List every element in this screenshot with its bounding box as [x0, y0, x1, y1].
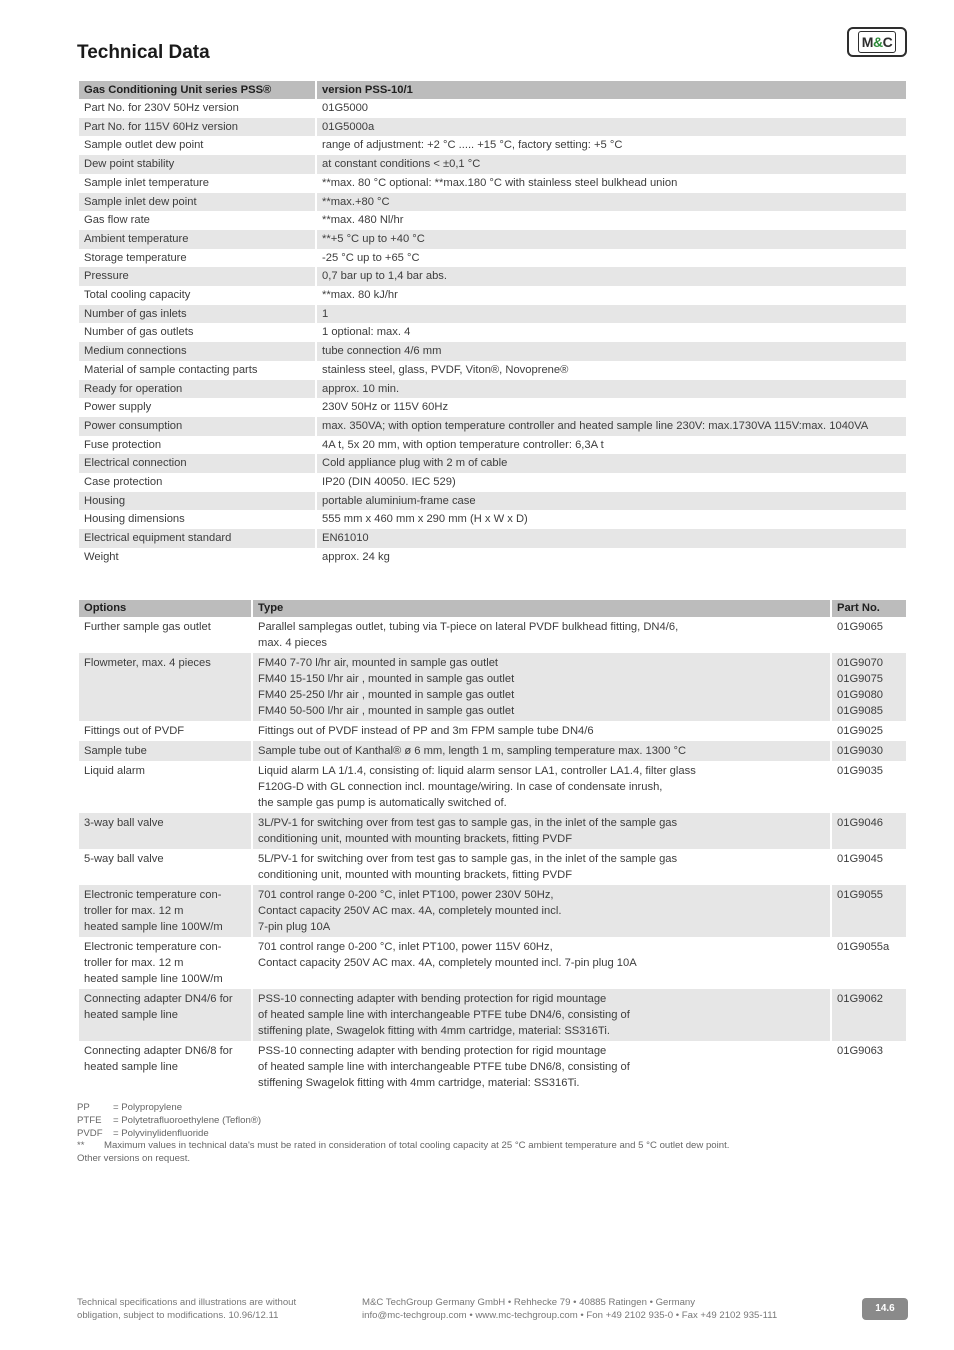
table-row [79, 155, 907, 174]
option-part-no: 01G9035 [831, 761, 907, 813]
logo-letter-c: C [882, 34, 893, 50]
option-name: 3-way ball valve [79, 813, 252, 849]
spec-label: Part No. for 230V 50Hz version [79, 99, 316, 118]
spec-label: Gas flow rate [79, 211, 316, 230]
other-versions-note: Other versions on request. [77, 1153, 191, 1165]
table-row [79, 118, 907, 137]
table-row [79, 342, 907, 361]
column-header: Part No. [831, 600, 907, 617]
option-part-no: 01G9055a [831, 937, 907, 989]
table-row [79, 230, 907, 249]
table-row [79, 211, 907, 230]
spec-value: approx. 24 kg [316, 548, 907, 567]
table-row [79, 398, 907, 417]
spec-label: Fuse protection [79, 436, 316, 455]
table-row [79, 937, 907, 989]
spec-label: Electrical equipment standard [79, 529, 316, 548]
footer-disclaimer [77, 1296, 296, 1322]
option-part-no: 01G9045 [831, 849, 907, 885]
footnote-mark: ** [77, 1140, 85, 1152]
table-row [79, 136, 907, 155]
spec-label: Sample inlet dew point [79, 193, 316, 212]
spec-label: Total cooling capacity [79, 286, 316, 305]
spec-value: -25 °C up to +65 °C [316, 249, 907, 268]
option-name: Flowmeter, max. 4 pieces [79, 653, 252, 721]
spec-label: Pressure [79, 267, 316, 286]
option-part-no: 01G9030 [831, 741, 907, 761]
table-row [79, 849, 907, 885]
abbreviation-line [77, 1115, 729, 1128]
spec-label: Number of gas outlets [79, 323, 316, 342]
spec-label: Storage temperature [79, 249, 316, 268]
company-logo [847, 27, 907, 57]
spec-label: Housing [79, 492, 316, 511]
table-row [79, 454, 907, 473]
spec-label: Electrical connection [79, 454, 316, 473]
option-type: Liquid alarm LA 1/1.4, consisting of: liquid alarm sensor LA1, controller LA1.4, filter glass F120G-D with GL connection incl. mountage/wiring. In case of condensate inrush, the sample gas pump is automatically switched of. [252, 761, 831, 813]
footer-contact-info: info@mc-techgroup.com • www.mc-techgroup.com • Fon +49 2102 935-0 • Fax +49 2102 935-111 [362, 1310, 778, 1321]
abbreviation: PTFE [77, 1114, 102, 1126]
spec-label: Housing dimensions [79, 510, 316, 529]
table-header-row [79, 81, 907, 99]
option-part-no: 01G9055 [831, 885, 907, 937]
option-type: 5L/PV-1 for switching over from test gas to sample gas, in the inlet of the sample gas conditioning unit, mounted with mounting brackets, fitting PVDF [252, 849, 831, 885]
table-row [79, 721, 907, 741]
abbreviation-meaning: = Polypropylene [113, 1102, 183, 1113]
option-name: 5-way ball valve [79, 849, 252, 885]
option-part-no: 01G9070 01G9075 01G9080 01G9085 [831, 653, 907, 721]
spec-value: **max. 480 Nl/hr [316, 211, 907, 230]
spec-value: max. 350VA; with option temperature controller and heated sample line 230V: max.1730VA 115V:max. 1040VA [316, 417, 907, 436]
spec-value: **+5 °C up to +40 °C [316, 230, 907, 249]
option-part-no: 01G9065 [831, 617, 907, 653]
option-name: Further sample gas outlet [79, 617, 252, 653]
table-row [79, 193, 907, 212]
spec-label: Number of gas inlets [79, 305, 316, 324]
option-part-no: 01G9062 [831, 989, 907, 1041]
spec-label: Ambient temperature [79, 230, 316, 249]
table-row [79, 492, 907, 511]
option-type: Parallel samplegas outlet, tubing via T-piece on lateral PVDF bulkhead fitting, DN4/6, max. 4 pieces [252, 617, 831, 653]
spec-value: tube connection 4/6 mm [316, 342, 907, 361]
table-row [79, 305, 907, 324]
spec-label: Power supply [79, 398, 316, 417]
table-row [79, 249, 907, 268]
option-part-no: 01G9063 [831, 1041, 907, 1093]
technical-data-table [79, 81, 908, 567]
option-name: Sample tube [79, 741, 252, 761]
logo-letter-m: M [861, 34, 873, 50]
spec-label: Sample outlet dew point [79, 136, 316, 155]
option-part-no: 01G9025 [831, 721, 907, 741]
abbreviation-line [77, 1102, 729, 1115]
abbreviation-line [77, 1128, 729, 1141]
option-type: 3L/PV-1 for switching over from test gas to sample gas, in the inlet of the sample gas conditioning unit, mounted with mounting brackets, fitting PVDF [252, 813, 831, 849]
table-row [79, 548, 907, 567]
table-row [79, 813, 907, 849]
option-name: Fittings out of PVDF [79, 721, 252, 741]
option-type: Fittings out of PVDF instead of PP and 3m FPM sample tube DN4/6 [252, 721, 831, 741]
spec-label: Power consumption [79, 417, 316, 436]
footnote-line [77, 1140, 729, 1153]
abbreviation: PP [77, 1102, 90, 1113]
table-row [79, 529, 907, 548]
footnote-text: Maximum values in technical data's must be rated in consideration of total cooling capacity at 25 °C ambient temperature and 5 °C outlet dew point. [104, 1140, 730, 1152]
spec-value: **max.+80 °C [316, 193, 907, 212]
spec-label: Dew point stability [79, 155, 316, 174]
spec-value: 555 mm x 460 mm x 290 mm (H x W x D) [316, 510, 907, 529]
spec-value: 01G5000 [316, 99, 907, 118]
table-row [79, 361, 907, 380]
column-header: Gas Conditioning Unit series PSS® [79, 81, 316, 99]
table-row [79, 885, 907, 937]
option-name: Connecting adapter DN6/8 for heated sample line [79, 1041, 252, 1093]
page-number-badge: 14.6 [862, 1298, 908, 1320]
spec-value: IP20 (DIN 40050. IEC 529) [316, 473, 907, 492]
table-row [79, 653, 907, 721]
option-type: 701 control range 0-200 °C, inlet PT100, power 115V 60Hz, Contact capacity 250V AC max. 4A, completely mounted incl. 7-pin plug 10A [252, 937, 831, 989]
option-part-no: 01G9046 [831, 813, 907, 849]
spec-value: **max. 80 °C optional: **max.180 °C with stainless steel bulkhead union [316, 174, 907, 193]
table-row [79, 436, 907, 455]
option-type: FM40 7-70 l/hr air, mounted in sample gas outlet FM40 15-150 l/hr air , mounted in sample gas outlet FM40 25-250 l/hr air , mounted in sample gas outlet FM40 50-500 l/hr air , mounted in sample gas outlet [252, 653, 831, 721]
spec-value: at constant conditions < ±0,1 °C [316, 155, 907, 174]
spec-label: Sample inlet temperature [79, 174, 316, 193]
abbreviation-meaning: = Polytetrafluoroethylene (Teflon®) [113, 1114, 262, 1126]
spec-label: Medium connections [79, 342, 316, 361]
column-header: Type [252, 600, 831, 617]
option-type: PSS-10 connecting adapter with bending protection for rigid mountage of heated sample line with interchangeable PTFE tube DN6/8, consisting of stiffening Swagelok fitting with 4mm cartridge, material: SS316Ti. [252, 1041, 831, 1093]
notes-section [77, 1102, 729, 1166]
table-header-row [79, 600, 907, 617]
spec-value: 4A t, 5x 20 mm, with option temperature controller: 6,3A t [316, 436, 907, 455]
column-header: version PSS-10/1 [316, 81, 907, 99]
table-row [79, 741, 907, 761]
spec-label: Case protection [79, 473, 316, 492]
footer-contact [362, 1296, 777, 1322]
table-row [79, 989, 907, 1041]
table-row [79, 267, 907, 286]
option-type: Sample tube out of Kanthal® ø 6 mm, length 1 m, sampling temperature max. 1300 °C [252, 741, 831, 761]
column-header: Options [79, 600, 252, 617]
table-row [79, 99, 907, 118]
option-name: Electronic temperature con- troller for max. 12 m heated sample line 100W/m [79, 885, 252, 937]
table-row [79, 380, 907, 399]
table-row [79, 761, 907, 813]
table-row [79, 1041, 907, 1093]
table-row [79, 323, 907, 342]
spec-value: 1 [316, 305, 907, 324]
option-type: PSS-10 connecting adapter with bending protection for rigid mountage of heated sample line with interchangeable PTFE tube DN4/6, consisting of stiffening plate, Swagelok fitting with 4mm cartridge, material: SS316Ti. [252, 989, 831, 1041]
footer-address: M&C TechGroup Germany GmbH • Rehhecke 79 • 40885 Ratingen • Germany [362, 1297, 696, 1308]
spec-label: Material of sample contacting parts [79, 361, 316, 380]
spec-value: Cold appliance plug with 2 m of cable [316, 454, 907, 473]
spec-value: 01G5000a [316, 118, 907, 137]
table-row [79, 417, 907, 436]
spec-value: 230V 50Hz or 115V 60Hz [316, 398, 907, 417]
spec-value: 1 optional: max. 4 [316, 323, 907, 342]
options-table [79, 600, 908, 1093]
page-title: Technical Data [77, 42, 210, 63]
option-name: Electronic temperature con- troller for max. 12 m heated sample line 100W/m [79, 937, 252, 989]
abbreviation: PVDF [77, 1127, 103, 1139]
spec-label: Weight [79, 548, 316, 567]
table-row [79, 473, 907, 492]
table-row [79, 617, 907, 653]
table-row [79, 286, 907, 305]
option-name: Liquid alarm [79, 761, 252, 813]
spec-value: 0,7 bar up to 1,4 bar abs. [316, 267, 907, 286]
spec-value: approx. 10 min. [316, 380, 907, 399]
spec-label: Part No. for 115V 60Hz version [79, 118, 316, 137]
option-type: 701 control range 0-200 °C, inlet PT100, power 230V 50Hz, Contact capacity 250V AC max. 4A, completely mounted incl. 7-pin plug 10A [252, 885, 831, 937]
spec-label: Ready for operation [79, 380, 316, 399]
abbreviation-meaning: = Polyvinylidenfluoride [113, 1127, 209, 1139]
footer-disclaimer-line: Technical specifications and illustrations are without [77, 1297, 297, 1308]
spec-value: EN61010 [316, 529, 907, 548]
footer-disclaimer-line: obligation, subject to modifications. 10.96/12.11 [77, 1310, 279, 1321]
logo-ampersand: & [872, 34, 883, 50]
spec-value: portable aluminium-frame case [316, 492, 907, 511]
spec-value: stainless steel, glass, PVDF, Viton®, Novoprene® [316, 361, 907, 380]
spec-value: **max. 80 kJ/hr [316, 286, 907, 305]
table-row [79, 510, 907, 529]
spec-value: range of adjustment: +2 °C ..... +15 °C, factory setting: +5 °C [316, 136, 907, 155]
table-row [79, 174, 907, 193]
option-name: Connecting adapter DN4/6 for heated sample line [79, 989, 252, 1041]
